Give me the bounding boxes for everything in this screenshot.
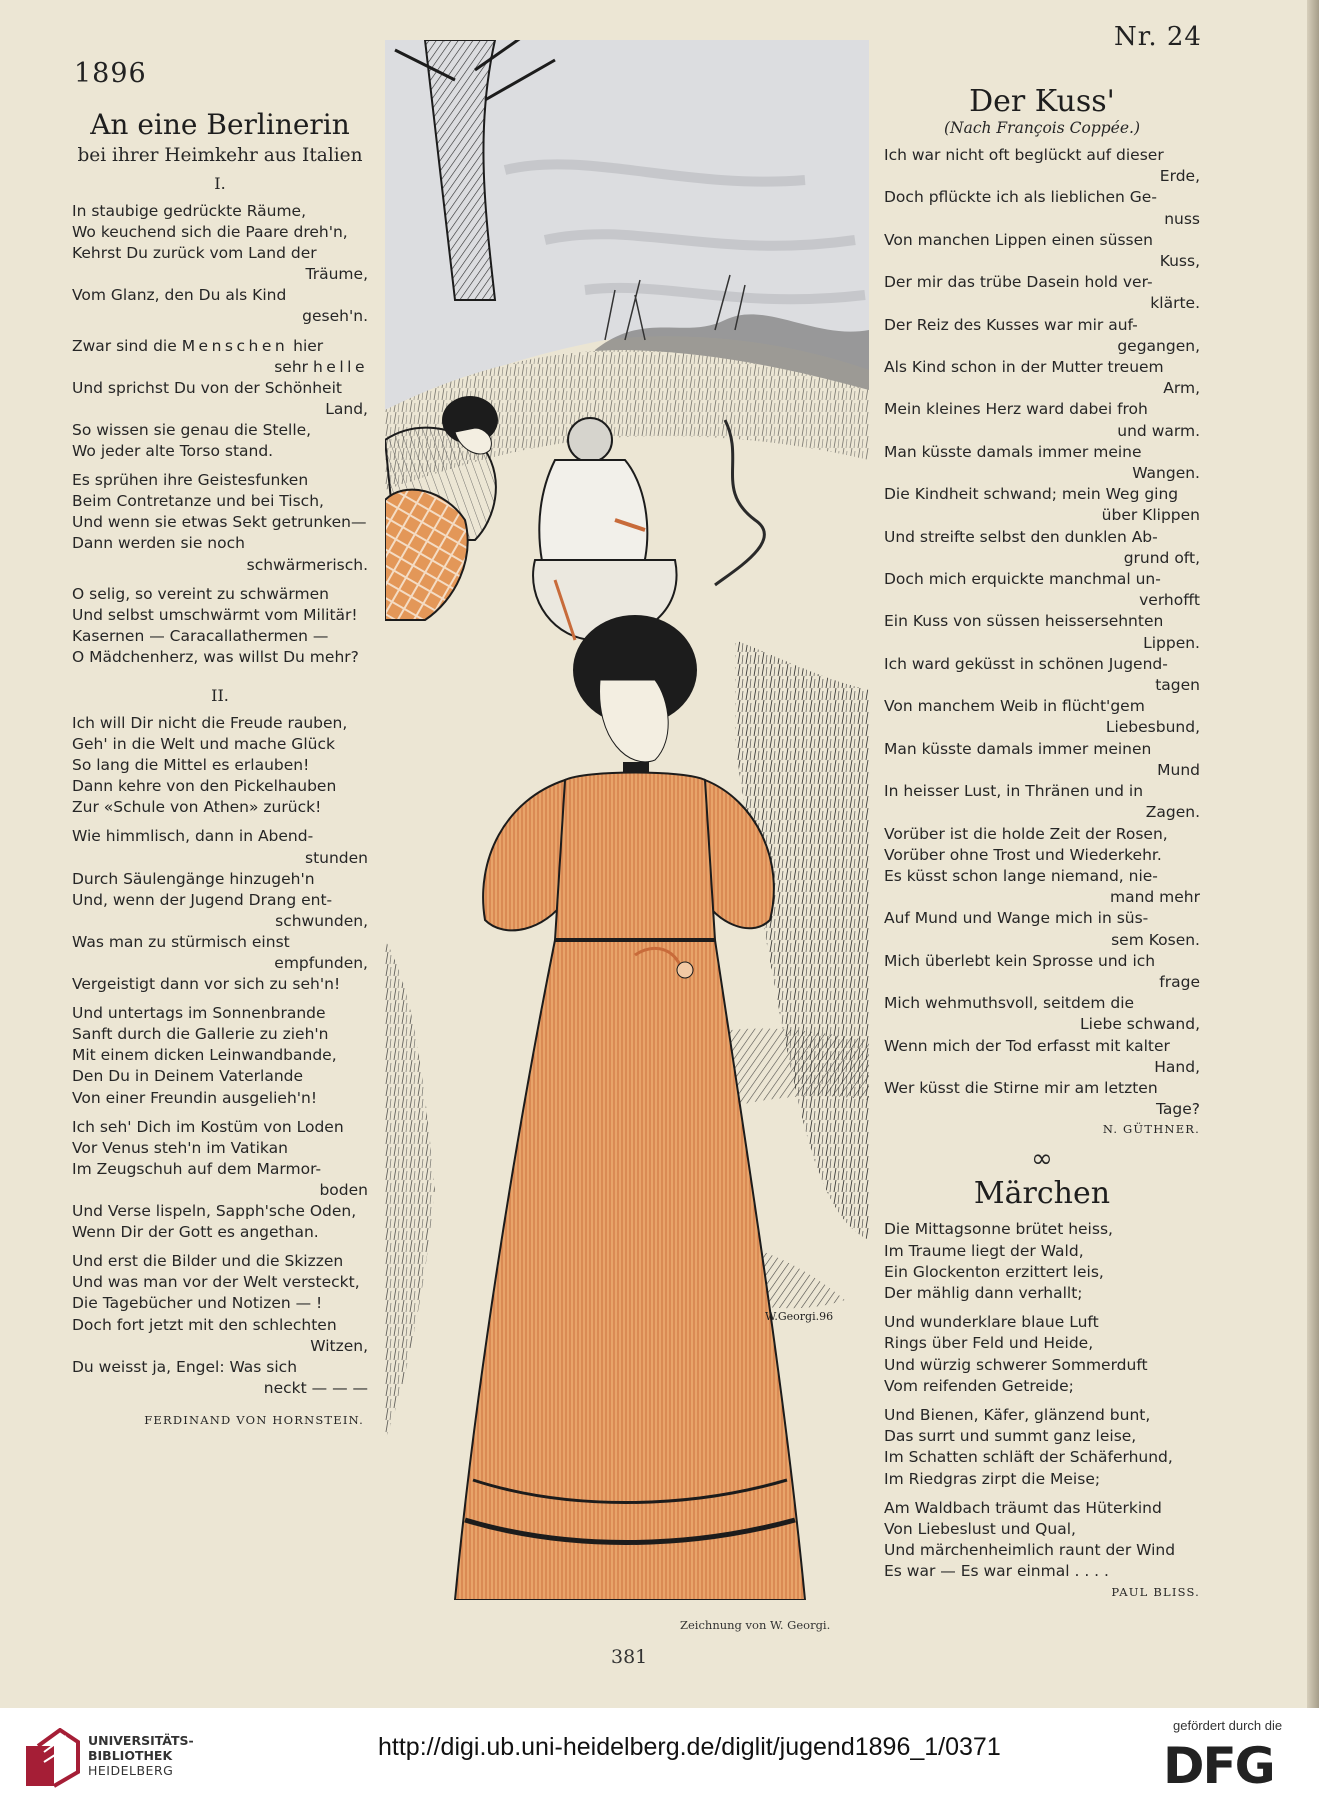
stanza — [72, 470, 368, 575]
verse-line: Und selbst umschwärmt vom Militär! — [72, 605, 358, 624]
verse-line: Die Kindheit schwand; mein Weg ging — [884, 485, 1179, 504]
verse-line: Träume, — [305, 265, 368, 284]
verse-line: tagen — [1155, 676, 1200, 695]
stanza — [884, 145, 1200, 1120]
stanza — [72, 713, 368, 818]
verse-line: Der Reiz des Kusses war mir auf- — [884, 315, 1138, 334]
verse-line: Der mählig dann verhallt; — [884, 1283, 1083, 1302]
verse-line: Die Mittagsonne brütet heiss, — [884, 1220, 1113, 1239]
verse-line: So lang die Mittel es erlauben! — [72, 756, 310, 775]
stanza — [884, 1219, 1200, 1304]
stanza — [884, 1405, 1200, 1490]
verse-line: Land, — [325, 399, 368, 418]
verse-line: Durch Säulengänge hinzugeh'n — [72, 869, 315, 888]
verse-line: gegangen, — [1117, 336, 1200, 355]
verse-line: Man küsste damals immer meinen — [884, 739, 1152, 758]
verse-line: Und, wenn der Jugend Drang ent- — [72, 890, 333, 909]
stanza — [72, 1003, 368, 1108]
verse-line: Als Kind schon in der Mutter treuem — [884, 358, 1164, 377]
verse-line: Wenn mich der Tod erfasst mit kalter — [884, 1036, 1170, 1055]
verse-line: Im Schatten schläft der Schäferhund, — [884, 1448, 1173, 1467]
verse-line: Vergeistigt dann vor sich zu seh'n! — [72, 975, 341, 994]
verse-line: Zwar sind die Menschen hier — [72, 336, 324, 355]
verse-line: Ich war nicht oft beglückt auf dieser — [884, 146, 1164, 164]
verse-line: In staubige gedrückte Räume, — [72, 202, 307, 220]
verse-line: Vorüber ist die holde Zeit der Rosen, — [884, 824, 1168, 843]
illustration-caption: Zeichnung von W. Georgi. — [680, 1618, 831, 1632]
verse-line: Von einer Freundin ausgelieh'n! — [72, 1088, 318, 1107]
verse-line: und warm. — [1117, 421, 1200, 440]
verse-line: schwunden, — [275, 911, 368, 930]
verse-line: Kuss, — [1159, 252, 1200, 271]
verse-line: empfunden, — [274, 954, 368, 972]
verse-line: Wie himmlisch, dann in Abend- — [72, 827, 314, 846]
artist-signature: W.Georgi.96 — [765, 1310, 834, 1323]
verse-line: Mein kleines Herz ward dabei froh — [884, 400, 1148, 419]
verse-line: Von Liebeslust und Qual, — [884, 1519, 1076, 1538]
header-year: 1896 — [74, 58, 147, 89]
poem-maerchen — [884, 1176, 1200, 1598]
dfg-logo-icon[interactable] — [1163, 1739, 1303, 1787]
verse-line: Ich seh' Dich im Kostüm von Loden — [72, 1117, 344, 1136]
illustration-women-on-path — [385, 40, 869, 1600]
verse-line: Und Bienen, Käfer, glänzend bunt, — [884, 1405, 1151, 1424]
poem-author: PAUL BLISS. — [1111, 1584, 1200, 1599]
right-column — [884, 84, 1200, 1599]
stanza — [72, 336, 368, 463]
svg-text:DFG: DFG — [1163, 1739, 1274, 1787]
verse-line: stunden — [305, 848, 368, 867]
verse-line: Doch mich erquickte manchmal un- — [884, 570, 1161, 589]
verse-line: Tage? — [1155, 1100, 1200, 1119]
verse-line: Doch fort jetzt mit den schlechten — [72, 1315, 337, 1334]
viewer-footer — [0, 1708, 1319, 1798]
verse-line: Ein Glockenton erzittert leis, — [884, 1262, 1104, 1281]
stanza — [884, 1498, 1200, 1583]
verse-line: Dann kehre von den Pickelhauben — [72, 777, 337, 796]
verse-line: nuss — [1164, 209, 1200, 228]
verse-line: Was man zu stürmisch einst — [72, 932, 290, 951]
stanza — [72, 1117, 368, 1244]
verse-line: Vom Glanz, den Du als Kind — [72, 286, 287, 305]
document-url[interactable]: http://digi.ub.uni-heidelberg.de/diglit/jugend1896_1/0371 — [378, 1733, 1001, 1761]
poem-author: FERDINAND VON HORNSTEIN. — [144, 1412, 364, 1427]
stanza — [72, 1251, 368, 1399]
verse-line: Vor Venus steh'n im Vatikan — [72, 1138, 288, 1157]
verse-line: Vom reifenden Getreide; — [884, 1376, 1074, 1395]
verse-line: Den Du in Deinem Vaterlande — [72, 1067, 304, 1086]
verse-line: Witzen, — [310, 1336, 368, 1355]
verse-line: schwärmerisch. — [246, 555, 368, 574]
university-library-name: UNIVERSITÄTS- BIBLIOTHEK HEIDELBERG — [88, 1733, 194, 1778]
verse-line: Und streifte selbst den dunklen Ab- — [884, 527, 1158, 546]
verse-line: Beim Contretanze und bei Tisch, — [72, 492, 324, 511]
verse-line: So wissen sie genau die Stelle, — [72, 420, 312, 439]
stanza — [72, 201, 368, 328]
verse-line: Wo jeder alte Torso stand. — [72, 442, 274, 461]
verse-line: Wer küsst die Stirne mir am letzten — [884, 1078, 1158, 1097]
verse-line: Wangen. — [1132, 464, 1200, 483]
page-edge-shadow — [1307, 0, 1319, 1708]
verse-line: neckt — — — — [263, 1378, 368, 1397]
verse-line: grund oft, — [1123, 548, 1200, 567]
verse-line: Im Traume liegt der Wald, — [884, 1241, 1084, 1260]
verse-line: Doch pflückte ich als lieblichen Ge- — [884, 188, 1157, 207]
verse-line: O Mädchenherz, was willst Du mehr? — [72, 647, 359, 666]
stanza — [72, 826, 368, 995]
verse-line: Auf Mund und Wange mich in süs- — [884, 909, 1149, 928]
poem-subtitle: bei ihrer Heimkehr aus Italien — [77, 145, 363, 166]
verse-line: Mich überlebt kein Sprosse und ich — [884, 951, 1156, 970]
poem-title: An eine Berlinerin — [90, 108, 350, 141]
verse-line: Im Zeugschuh auf dem Marmor- — [72, 1159, 322, 1178]
verse-line: Kasernen — Caracallathermen — — [72, 626, 329, 645]
verse-line: Von manchem Weib in flücht'gem — [884, 697, 1145, 716]
page-number: 381 — [611, 1646, 648, 1668]
verse-line: Und sprichst Du von der Schönheit — [72, 378, 342, 397]
verse-line: sehr helle — [274, 357, 368, 376]
part-numeral: I. — [214, 174, 226, 193]
stanza — [72, 584, 368, 668]
verse-line: Die Tagebücher und Notizen — ! — [72, 1294, 323, 1313]
ornament-divider: ∞ — [1031, 1144, 1053, 1175]
verse-line: Mich wehmuthsvoll, seitdem die — [884, 994, 1135, 1013]
verse-line: Und Verse lispeln, Sapph'sche Oden, — [72, 1202, 357, 1221]
verse-line: Liebesbund, — [1105, 718, 1200, 737]
verse-line: Der mir das trübe Dasein hold ver- — [884, 273, 1153, 292]
funded-by-label: gefördert durch die — [1173, 1718, 1283, 1733]
verse-line: Mit einem dicken Leinwandbande, — [72, 1046, 337, 1065]
verse-line: Liebe schwand, — [1080, 1015, 1200, 1034]
verse-line: Und wenn sie etwas Sekt getrunken— — [72, 513, 367, 532]
verse-line: Und was man vor der Welt versteckt, — [72, 1273, 360, 1292]
verse-line: Ein Kuss von süssen heissersehnten — [884, 612, 1164, 631]
verse-line: verhofft — [1139, 591, 1200, 610]
poem-an-eine-berlinerin — [72, 108, 368, 1427]
verse-line: Ich ward geküsst in schönen Jugend- — [884, 654, 1168, 673]
verse-line: Dann werden sie noch — [72, 534, 245, 553]
verse-line: frage — [1159, 972, 1200, 991]
verse-line: Rings über Feld und Heide, — [884, 1334, 1094, 1353]
verse-line: sem Kosen. — [1111, 930, 1200, 949]
verse-line: Von manchen Lippen einen süssen — [884, 230, 1153, 249]
verse-line: Es sprühen ihre Geistesfunken — [72, 471, 309, 490]
poem-subtitle: (Nach François Coppée.) — [943, 119, 1141, 137]
verse-line: Lippen. — [1143, 633, 1200, 652]
verse-line: Du weisst ja, Engel: Was sich — [72, 1357, 298, 1376]
verse-line: boden — [319, 1180, 368, 1199]
verse-line: Und märchenheimlich raunt der Wind — [884, 1541, 1176, 1560]
header-issue-number: Nr. 24 — [1114, 22, 1202, 52]
verse-line: Und würzig schwerer Sommerduft — [884, 1355, 1148, 1374]
verse-line: Vorüber ohne Trost und Wiederkehr. — [884, 845, 1162, 864]
verse-line: Und wunderklare blaue Luft — [884, 1313, 1099, 1332]
verse-line: Und untertags im Sonnenbrande — [72, 1004, 326, 1023]
poem-title-der-kuss: Der Kuss' — [969, 84, 1115, 119]
verse-line: O selig, so vereint zu schwärmen — [72, 584, 329, 603]
poem-title-maerchen: Märchen — [973, 1176, 1111, 1212]
verse-line: Am Waldbach träumt das Hüterkind — [884, 1498, 1162, 1517]
verse-line: Im Riedgras zirpt die Meise; — [884, 1469, 1101, 1488]
verse-line: Arm, — [1163, 379, 1200, 398]
verse-line: Das surrt und summt ganz leise, — [884, 1427, 1137, 1446]
part-numeral: II. — [211, 685, 229, 705]
verse-line: Wo keuchend sich die Paare dreh'n, — [72, 223, 348, 242]
verse-line: Hand, — [1154, 1057, 1200, 1076]
university-library-logo-icon[interactable] — [24, 1728, 80, 1788]
verse-line: Es war — Es war einmal . . . . — [884, 1562, 1109, 1581]
verse-line: Wenn Dir der Gott es angethan. — [72, 1223, 319, 1242]
verse-line: Man küsste damals immer meine — [884, 442, 1142, 461]
verse-line: mand mehr — [1109, 888, 1200, 907]
verse-line: Geh' in die Welt und mache Glück — [72, 735, 335, 754]
verse-line: Ich will Dir nicht die Freude rauben, — [72, 713, 348, 732]
verse-line: geseh'n. — [302, 307, 368, 326]
verse-line: Zur «Schule von Athen» zurück! — [72, 798, 322, 817]
verse-line: Kehrst Du zurück vom Land der — [72, 244, 317, 263]
poem-author: N. GÜTHNER. — [1102, 1122, 1200, 1137]
verse-line: Es küsst schon lange niemand, nie- — [884, 866, 1158, 885]
verse-line: In heisser Lust, in Thränen und in — [884, 782, 1144, 801]
verse-line: Und erst die Bilder und die Skizzen — [72, 1252, 344, 1271]
verse-line: Erde, — [1159, 167, 1200, 186]
verse-line: über Klippen — [1101, 506, 1200, 525]
verse-line: Mund — [1157, 760, 1200, 779]
verse-line: Sanft durch die Gallerie zu zieh'n — [72, 1025, 329, 1044]
verse-line: Zagen. — [1145, 803, 1200, 822]
stanza — [884, 1312, 1200, 1397]
verse-line: klärte. — [1150, 294, 1200, 313]
